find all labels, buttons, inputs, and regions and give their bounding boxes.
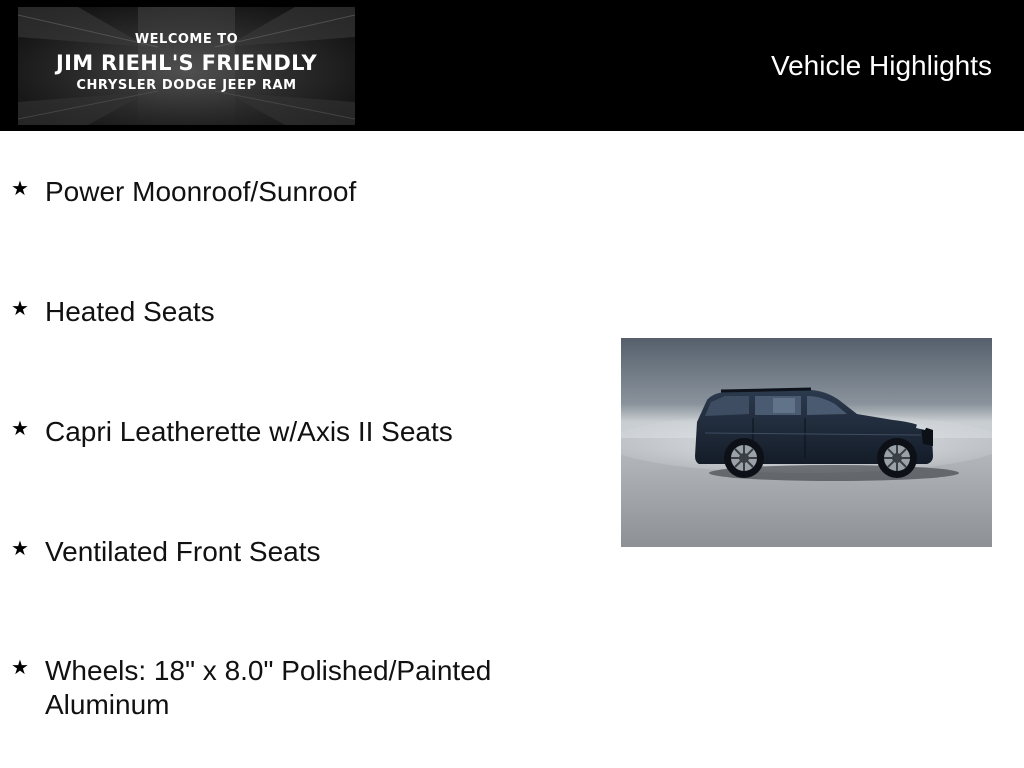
vehicle-photo: [621, 338, 992, 547]
page-title: Vehicle Highlights: [770, 50, 992, 81]
suv-image-icon: [621, 338, 992, 547]
star-icon: ★: [11, 655, 29, 679]
dealer-logo: [18, 7, 355, 125]
header-bar: [0, 0, 1024, 131]
logo-line-brands: CHRYSLER DODGE JEEP RAM: [76, 78, 297, 93]
highlight-text: Capri Leatherette w/Axis II Seats: [45, 416, 453, 447]
logo-line-dealer-name: JIM RIEHL'S FRIENDLY: [56, 51, 317, 75]
star-icon: ★: [11, 176, 29, 200]
logo-line-welcome: WELCOME TO: [134, 32, 239, 47]
highlight-text: Heated Seats: [45, 296, 215, 327]
highlight-text: Wheels: 18" x 8.0" Polished/Painted Aluminum: [45, 655, 492, 720]
star-icon: ★: [11, 536, 29, 560]
highlight-text: Ventilated Front Seats: [45, 536, 321, 567]
star-icon: ★: [11, 416, 29, 440]
highlight-text: Power Moonroof/Sunroof: [45, 176, 357, 207]
star-icon: ★: [11, 296, 29, 320]
